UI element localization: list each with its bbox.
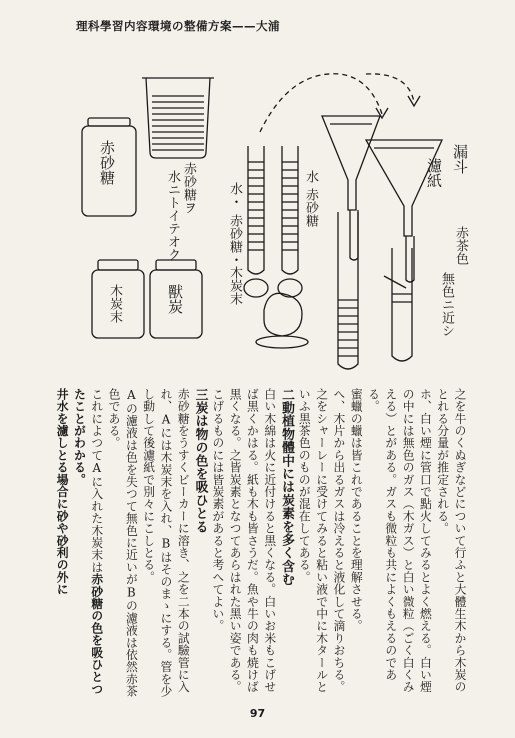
body-text (55, 388, 468, 698)
result-red-brown: 赤茶色 (453, 226, 468, 265)
jar-charcoal-label: 木炭末 (107, 284, 122, 323)
filter-label: 濾紙 (425, 158, 443, 188)
receiving-tubes (338, 212, 412, 369)
test-tubes (244, 146, 308, 348)
jar-sugar-label: 赤砂糖 (98, 140, 116, 185)
paragraph: 之を牛のくぬぎなどについて行ふと大體生木から木炭のとれる分量が推定される。 (435, 388, 467, 693)
running-header: 理科學習内容環境の整備方案——大浦 (76, 19, 280, 33)
paragraph: へ、木片から出るガスは冷えると液化して滴りおちる。之をシャーレーに受けてみると粘い液で中に木タールといふ黒茶色のものが混在してある。 (297, 388, 346, 693)
result-nearly-colorless: 無色ニ近シ (439, 272, 454, 337)
funnel-left (322, 116, 380, 260)
page-number: 97 (249, 707, 266, 720)
paragraph: 赤砂糖をうすくビーカーに溶き、之を二本の試驗管に入れ、Aには木炭末を入れ、Bはそのまゝにする。管を少し動して後濾紙で別々にこしとる。 (141, 388, 191, 698)
experiment-illustration (70, 62, 470, 382)
tube2-caption-2: 赤砂糖 (303, 188, 318, 227)
paragraph: 蜜蠟の蠟は皆これであることを理解させる。 (349, 388, 364, 632)
section-heading-3: 三炭は物の色を吸ひとる (192, 388, 208, 534)
emphasis-text: 井水を濾しとる場合に (55, 388, 70, 510)
paragraph: ホ、白い煙に管口で點火してみるとよく燃える。白い煙の中には無色のガス（木ガス）と白い微粒（ごく白くみえる）とがある。ガスも微粒も共によくもえるのである。 (366, 388, 433, 693)
funnel-label: 漏斗 (451, 144, 469, 174)
emphasis-text: 赤砂糖の色を吸ひとつたことがわかる。 (72, 388, 104, 696)
illustration-drawing (70, 62, 470, 382)
text-run: これによつてAに入れた木炭末は (89, 388, 104, 574)
tube2-caption-1: 水 (303, 170, 318, 183)
jar-bone-label: 獸炭 (166, 284, 184, 314)
paragraph: Aの濾液は色を失つて無色に近いがBの濾液は依然赤茶色である。 (107, 388, 139, 698)
emphasis-text: 砂や砂利の外に (55, 510, 70, 596)
paragraph (53, 388, 70, 698)
tube1-caption-2: 赤砂糖・木炭末 (227, 214, 242, 305)
beaker-caption-1: 赤砂糖ヲ (181, 162, 196, 214)
section-heading-2: 二動植物體中には炭素を多く含む (279, 388, 295, 586)
paragraph: 白い木綿は火に近付けると黒くなる。白いお米もこげせば黒くかはる。紙も木も皆さうだ。魚や牛の肉も焼けば黒くなる。之皆炭素となつてあらはれた黑い姿である。こげるものには皆炭素があると考へてよい。 (210, 388, 277, 693)
paragraph (70, 388, 105, 698)
tube1-caption-1: 水・ (227, 182, 242, 208)
beaker (142, 78, 214, 158)
beaker-caption-2: 水ニトイテオク (165, 170, 180, 261)
